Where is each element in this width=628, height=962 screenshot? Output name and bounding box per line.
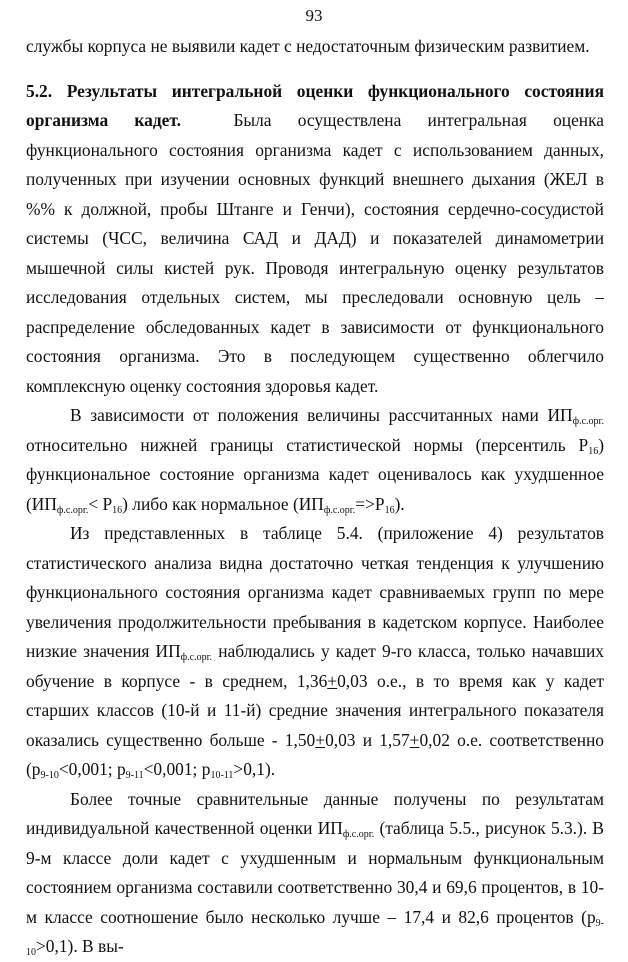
page-content xyxy=(26,32,604,962)
paragraph-continuation: службы корпуса не выявили кадет с недостаточным физическим развитием. xyxy=(26,36,590,56)
paragraph-text: Была осуществлена интегральная оценка функционального состояния организма кадет с использованием данных, полученных при изучении основных функций внешнего дыхания (ЖЕЛ в %% к должной, пробы Штанге и Генчи), состояния сердечно-сосудистой системы (ЧСС, величина САД и ДАД) и показателей динамометрии мышечной силы кистей рук. Проводя интегральную оценку результатов исследования отдельных систем, мы преследовали основную цель – распределение обследованных кадет в зависимости от функционального состояния организма. Это в последующем существенно облегчило комплексную оценку состояния здоровья кадет. xyxy=(26,110,604,396)
paragraph-table-5-5-results: Более точные сравнительные данные получены по результатам индивидуальной качественной оценки $ИП_{ф.с.орг.}$ (таблица 5.5., рисунок 5.3.). В 9-м классе доли кадет с ухудшенным и нормальным функциональным состоянием организма составили соответственно 30,4 и 69,6 процентов, в 10-м классе соотношение было несколько лучше – 17,4 и 82,6 процентов $(p_{9-10}>0,1)$. В вы- xyxy=(26,788,604,958)
paragraph-ip-definition: В зависимости от положения величины рассчитанных нами $ИП_{ф.с.орг.}$ относительно нижней границы статистической нормы (персентиль $P_{16}$) функциональное состояние организма кадет оценивалось как ухудшенное $(ИП_{ф.с.орг.}< P_{16})$ либо как нормальное $(ИП_{ф.с.орг.}=>P_{16})$. xyxy=(26,405,604,516)
section-heading: 5.2. Результаты интегральной оценки функционального состояния организма кадет. xyxy=(26,80,604,130)
paragraph-section-5-2 xyxy=(26,77,604,402)
paragraph-table-5-4-results: Из представленных в таблице 5.4. (приложение 4) результатов статистического анализа видна достаточно четкая тенденция к улучшению функционального состояния организма кадет сравниваемых групп по мере увеличения продолжительности пребывания в кадетском корпусе. Наиболее низкие значения $ИП_{ф.с.орг.}$ наблюдались у кадет 9-го класса, только начавших обучение в корпусе - в среднем, 1,36+0,03 о.е., в то время как у кадет старших классов (10-й и 11-й) средние значения интегрального показателя оказались существенно больше - 1,50+0,03 и 1,57+0,02 о.е. соответственно ($p_{9-10}<0,001$; $p_{9-11}<0,001$; $p_{10-11}>0,1$). xyxy=(26,523,604,781)
page-number: 93 xyxy=(305,6,323,25)
